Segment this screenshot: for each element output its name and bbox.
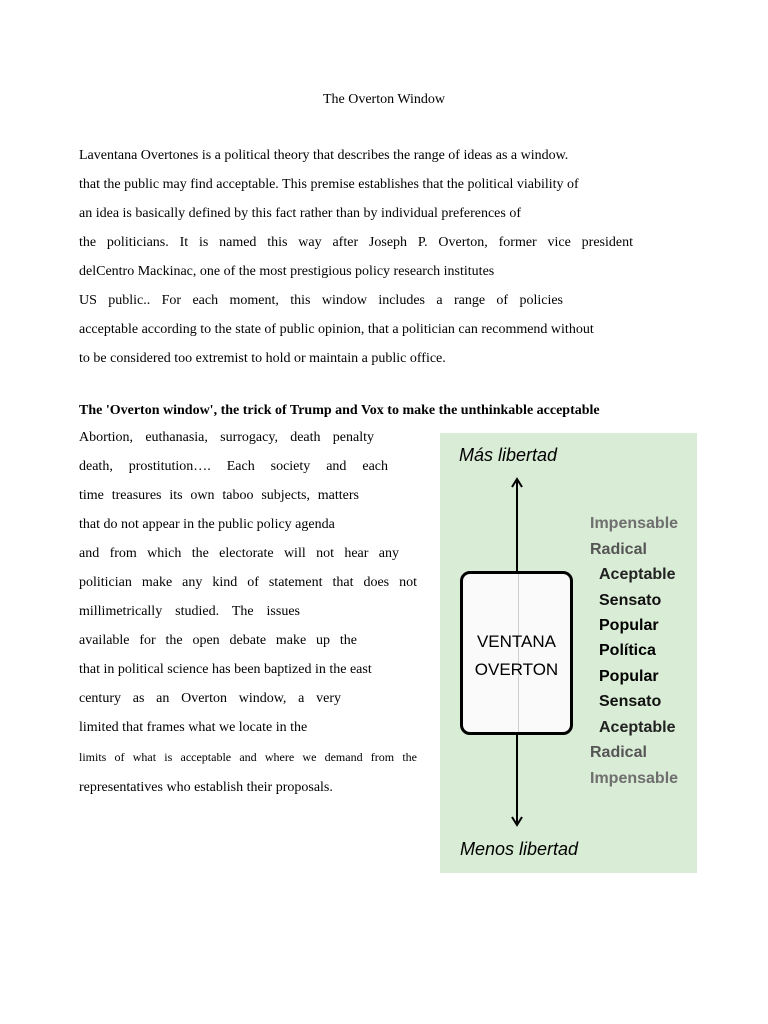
arrow-shaft-bottom xyxy=(516,735,518,825)
window-label-line-2: OVERTON xyxy=(474,660,559,679)
intro-line: acceptable according to the state of public opinion, that a politician can recommend without xyxy=(79,322,594,337)
body-paragraph xyxy=(79,428,417,807)
body-line: millimetrically studied. The issues xyxy=(79,604,300,619)
section-heading: The 'Overton window', the trick of Trump and Vox to make the unthinkable acceptable xyxy=(79,403,600,418)
scale-item: Impensable xyxy=(590,770,679,787)
intro-paragraph xyxy=(79,146,633,378)
scale-item: Aceptable xyxy=(599,566,676,583)
scale-item: Sensato xyxy=(599,693,662,710)
scale-item: Política xyxy=(599,642,656,659)
scale-item: Radical xyxy=(590,744,647,761)
figure-bottom-label: Menos libertad xyxy=(460,839,579,859)
body-line: available for the open debate make up the xyxy=(79,633,357,648)
scale-item: Impensable xyxy=(590,515,679,532)
body-line: death, prostitution…. Each society and each xyxy=(79,459,388,474)
intro-line: the politicians. It is named this way after Joseph P. Overton, former vice president xyxy=(79,235,633,250)
body-line: that do not appear in the public policy agenda xyxy=(79,517,335,532)
body-line: politician make any kind of statement that does not xyxy=(79,575,417,590)
arrow-shaft-top xyxy=(516,479,518,571)
scale-item: Radical xyxy=(590,541,647,558)
window-label xyxy=(463,628,570,684)
scale-item: Sensato xyxy=(599,592,662,609)
page-title: The Overton Window xyxy=(322,92,446,107)
body-line: limits of what is acceptable and where we demand from the xyxy=(79,750,417,764)
intro-line: delCentro Mackinac, one of the most prestigious policy research institutes xyxy=(79,264,495,279)
body-line: time treasures its own taboo subjects, matters xyxy=(79,488,359,503)
body-line: and from which the electorate will not hear any xyxy=(79,546,399,561)
window-label-line-1: VENTANA xyxy=(476,632,557,651)
intro-line: Laventana Overtones is a political theory that describes the range of ideas as a window. xyxy=(79,148,569,163)
intro-line: US public.. For each moment, this window includes a range of policies xyxy=(79,293,563,308)
body-line: that in political science has been baptized in the east xyxy=(79,662,372,677)
figure-top-label: Más libertad xyxy=(459,445,558,465)
intro-line: an idea is basically defined by this fact rather than by individual preferences of xyxy=(79,206,521,221)
scale-item: Aceptable xyxy=(599,719,676,736)
intro-line: to be considered too extremist to hold or maintain a public office. xyxy=(79,351,446,366)
body-line: Abortion, euthanasia, surrogacy, death penalty xyxy=(79,430,374,445)
scale-item: Popular xyxy=(599,668,659,685)
body-line: century as an Overton window, a very xyxy=(79,691,341,706)
scale-item: Popular xyxy=(599,617,659,634)
arrow-down-icon xyxy=(511,815,523,827)
overton-window-figure xyxy=(440,433,697,873)
intro-line: that the public may find acceptable. This premise establishes that the political viability of xyxy=(79,177,579,192)
overton-window-box xyxy=(460,571,573,735)
body-line: representatives who establish their proposals. xyxy=(79,780,333,795)
body-line: limited that frames what we locate in the xyxy=(79,720,308,735)
